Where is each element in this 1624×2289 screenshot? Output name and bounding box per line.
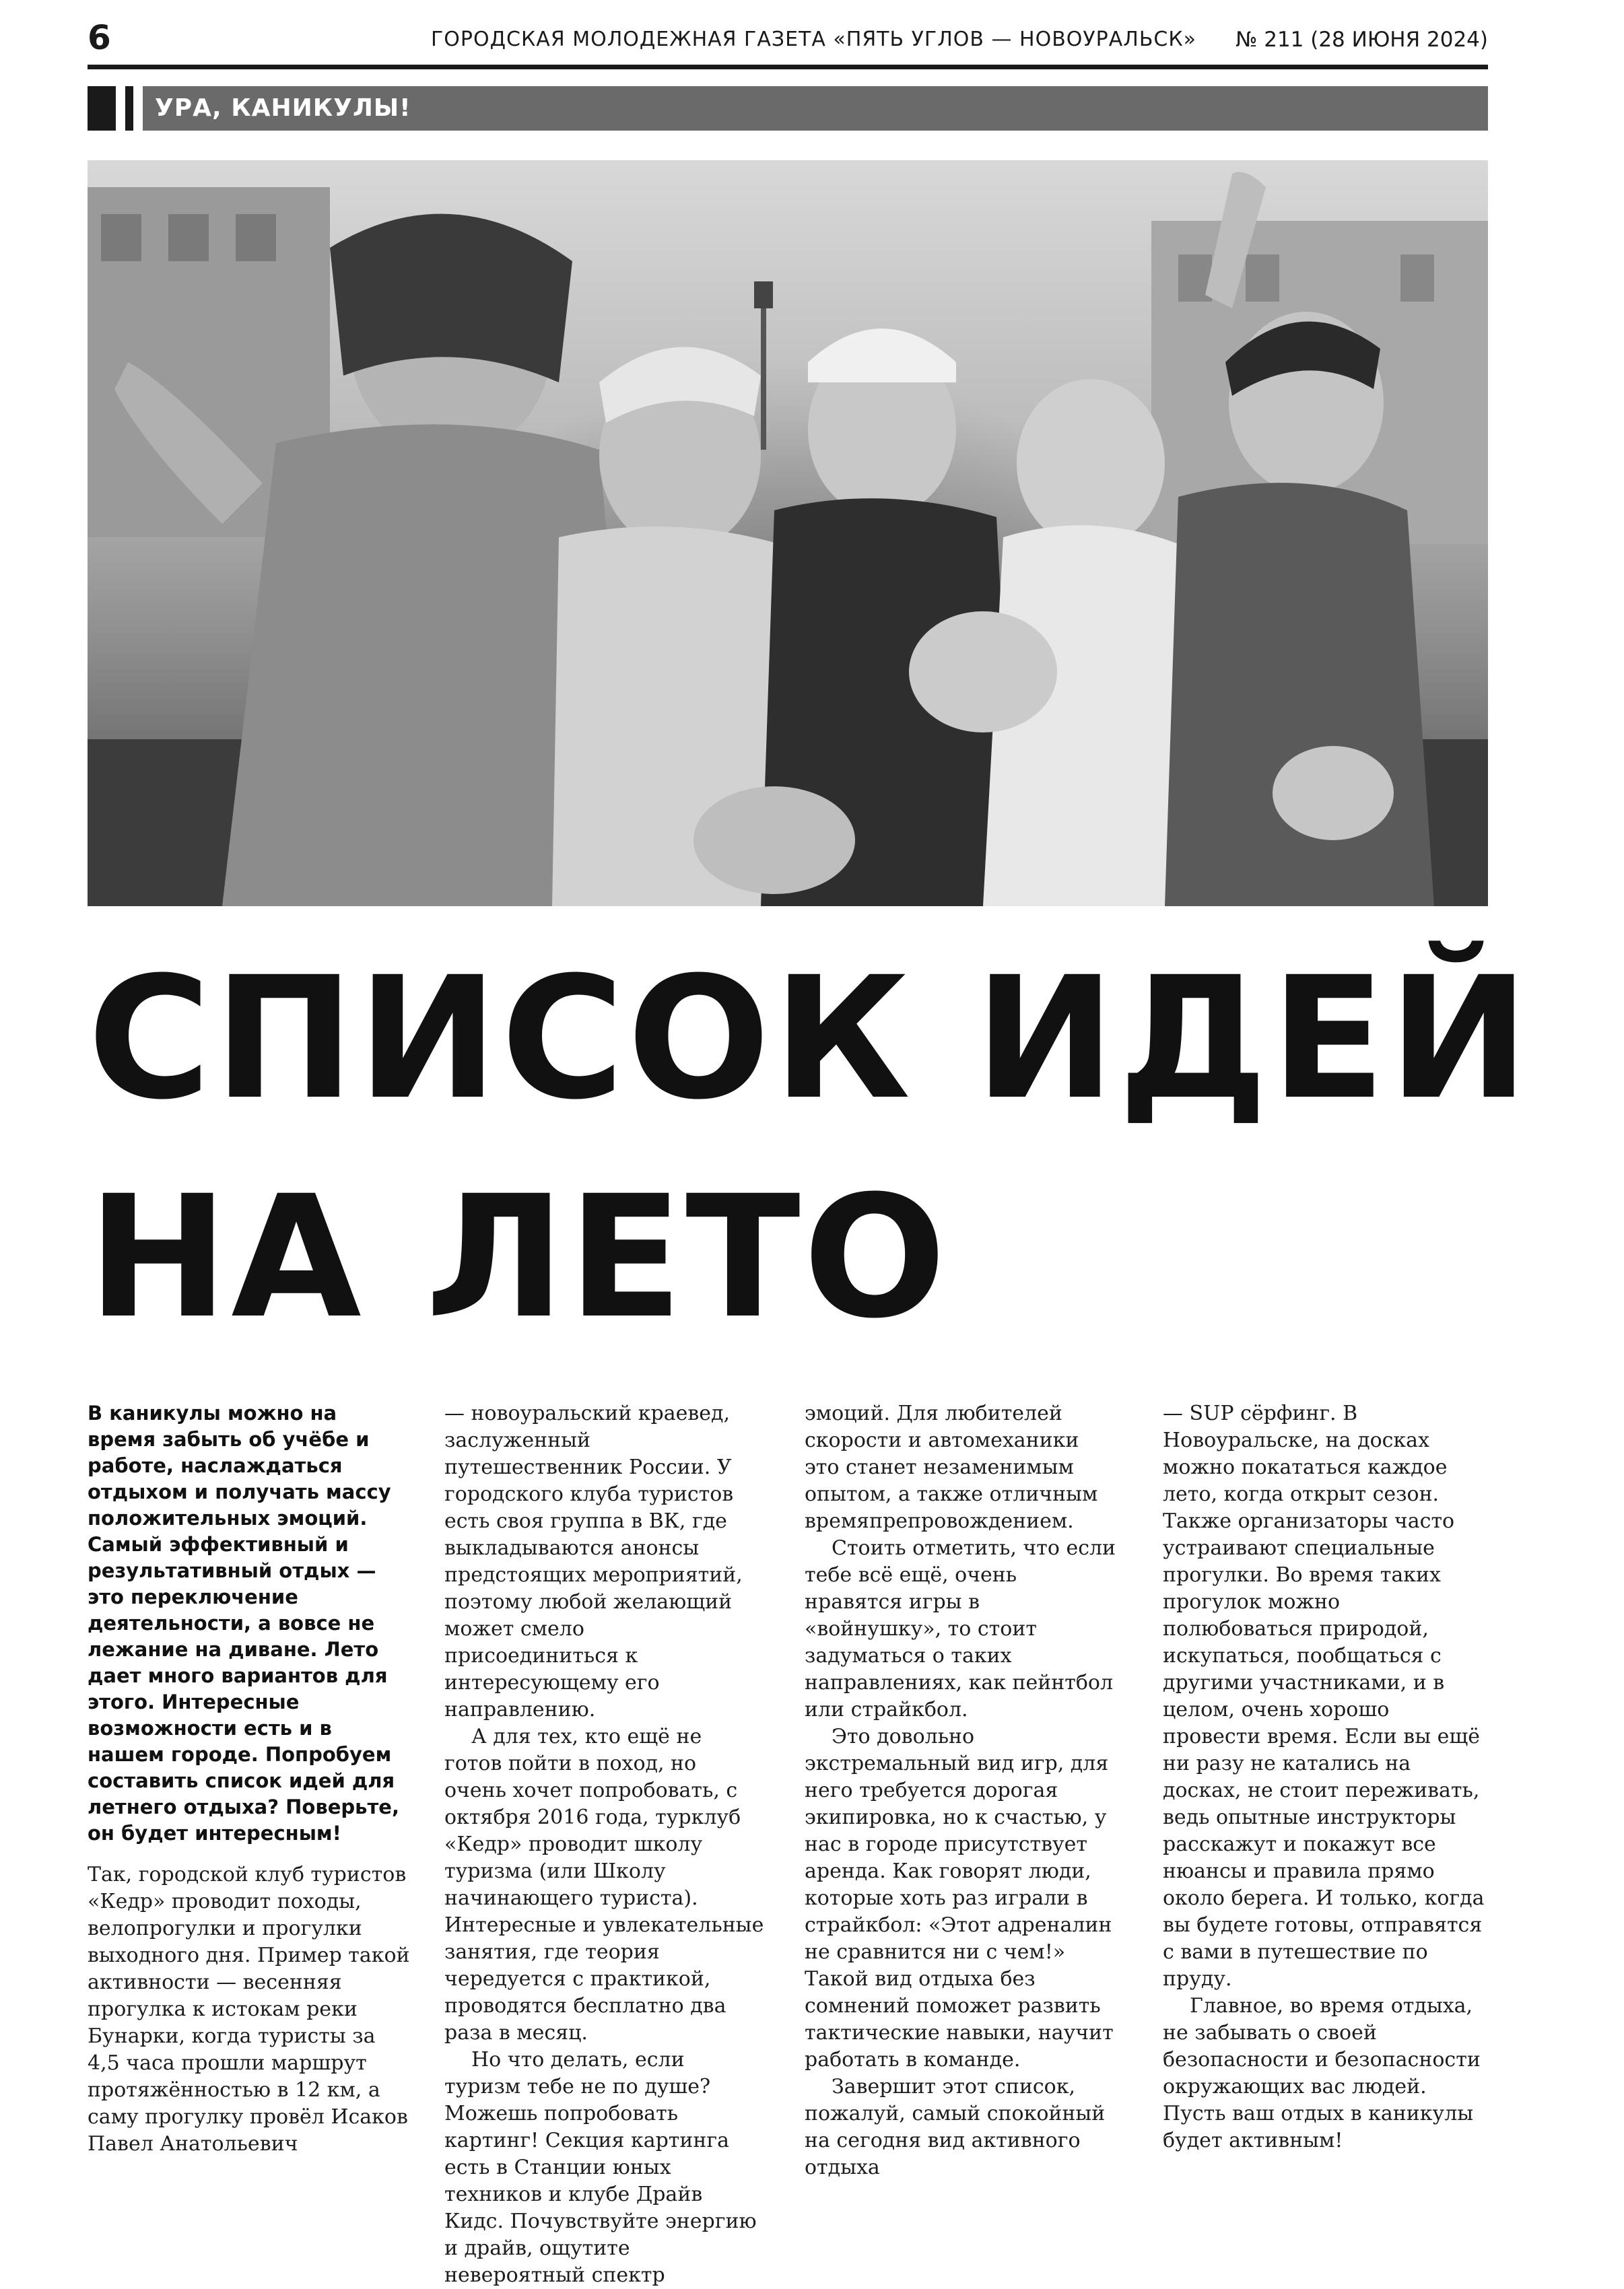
issue-number: № 211 (28 ИЮНЯ 2024) xyxy=(1236,28,1488,52)
headline-line-1: СПИСОК ИДЕЙ xyxy=(88,941,1532,1136)
article-headline xyxy=(88,929,1532,1367)
article-paragraph: — новоуральский краевед, заслуженный путешественник России. У городского клуба туристов есть своя группа в ВК, где выкладываются анонсы предстоящих мероприятий, поэтому любой желающий может смело присоединиться к интересующему его направлению. xyxy=(444,1402,743,1721)
article-paragraph: Главное, во время отдыха, не забывать о своей безопасности и безопасности окружающих вас людей. Пусть ваш отдых в каникулы будет активным! xyxy=(1163,1994,1481,2152)
page-number: 6 xyxy=(88,18,111,57)
rubric-title: УРА, КАНИКУЛЫ! xyxy=(155,94,411,122)
newspaper-name: ГОРОДСКАЯ МОЛОДЕЖНАЯ ГАЗЕТА «ПЯТЬ УГЛОВ — НОВОУРАЛЬСК» xyxy=(431,28,1197,51)
group-photo-icon xyxy=(88,160,1488,906)
article-paragraph: — SUP сёрфинг. В Новоуральске, на досках можно покататься каждое лето, когда открыт сезон. Также организаторы часто устраивают специальные прогулки. Во время таких прогулок можно полюбоваться природой, искупаться, пообщаться с другими участниками, и в целом, очень хорошо провести время. Если вы ещё ни разу не катались на досках, не стоит переживать, ведь опытные инструкторы расскажут и покажут все нюансы и правила прямо около берега. И только, когда вы будете готовы, отправятся с вами в путешествие по пруду. xyxy=(1163,1402,1485,1991)
article-paragraph: Но что делать, если туризм тебе не по душе? Можешь попробовать картинг! Секция картинга есть в Станции юных техников и клубе Драйв Кидс. Почувствуйте энергию и драйв, ощутите невероятный спектр xyxy=(444,2048,757,2287)
article-column-1 xyxy=(88,1400,411,2158)
article-paragraph: эмоций. Для любителей скорости и автомеханики это станет незаменимым опытом, а также отличным времяпрепровождением. xyxy=(805,1402,1098,1533)
headline-line-2: НА ЛЕТО xyxy=(88,1159,949,1355)
rubric-marker xyxy=(88,86,116,131)
article-paragraph: А для тех, кто ещё не готов пойти в поход, но очень хочет попробовать, с октября 2016 года, турклуб «Кедр» проводит школу туризма (или Школу начинающего туриста). Интересные и увлекательные занятия, где теория чередуется с практикой, проводятся бесплатно два раза в месяц. xyxy=(444,1725,764,2045)
article-paragraph: Стоить отметить, что если тебе всё ещё, очень нравятся игры в «войнушку», то стоит задуматься о таких направлениях, как пейнтбол или страйкбол. xyxy=(805,1536,1116,1721)
article-column-2 xyxy=(444,1400,764,2289)
article-column-3 xyxy=(805,1400,1118,2181)
rubric-marker-thin xyxy=(125,86,133,131)
article-paragraph: Завершит этот список, пожалуй, самый спокойный на сегодня вид активного отдыха xyxy=(805,2075,1106,2179)
group-photo xyxy=(88,160,1488,906)
article-column-4 xyxy=(1163,1400,1488,2154)
article-paragraph: Так, городской клуб туристов «Кедр» проводит походы, велопрогулки и прогулки выходного дня. Пример такой активности — весенняя прогулка к истокам реки Бунарки, когда туристы за 4,5 часа прошли маршрут протяжённостью в 12 км, а саму прогулку провёл Исаков Павел Анатольевич xyxy=(88,1863,410,2156)
section-rubric xyxy=(88,86,1488,131)
article-paragraph: Это довольно экстремальный вид игр, для него требуется дорогая экипировка, но к счастью, у нас в городе присутствует аренда. Как говорят люди, которые хоть раз играли в страйкбол: «Этот адреналин не сравнится ни с чем!» Такой вид отдыха без сомнений поможет развить тактические навыки, научит работать в команде. xyxy=(805,1725,1114,2072)
page-header xyxy=(88,15,1488,69)
article-lead: В каникулы можно на время забыть об учёбе и работе, наслаждаться отдыхом и получать массу положительных эмоций. Самый эффективный и результативный отдых — это переключение деятельности, а вовсе не лежание на диване. Лето дает много вариантов для этого. Интересные возможности есть и в нашем городе. Попробуем составить список идей для летнего отдыха? Поверьте, он будет интересным! xyxy=(88,1402,399,1845)
